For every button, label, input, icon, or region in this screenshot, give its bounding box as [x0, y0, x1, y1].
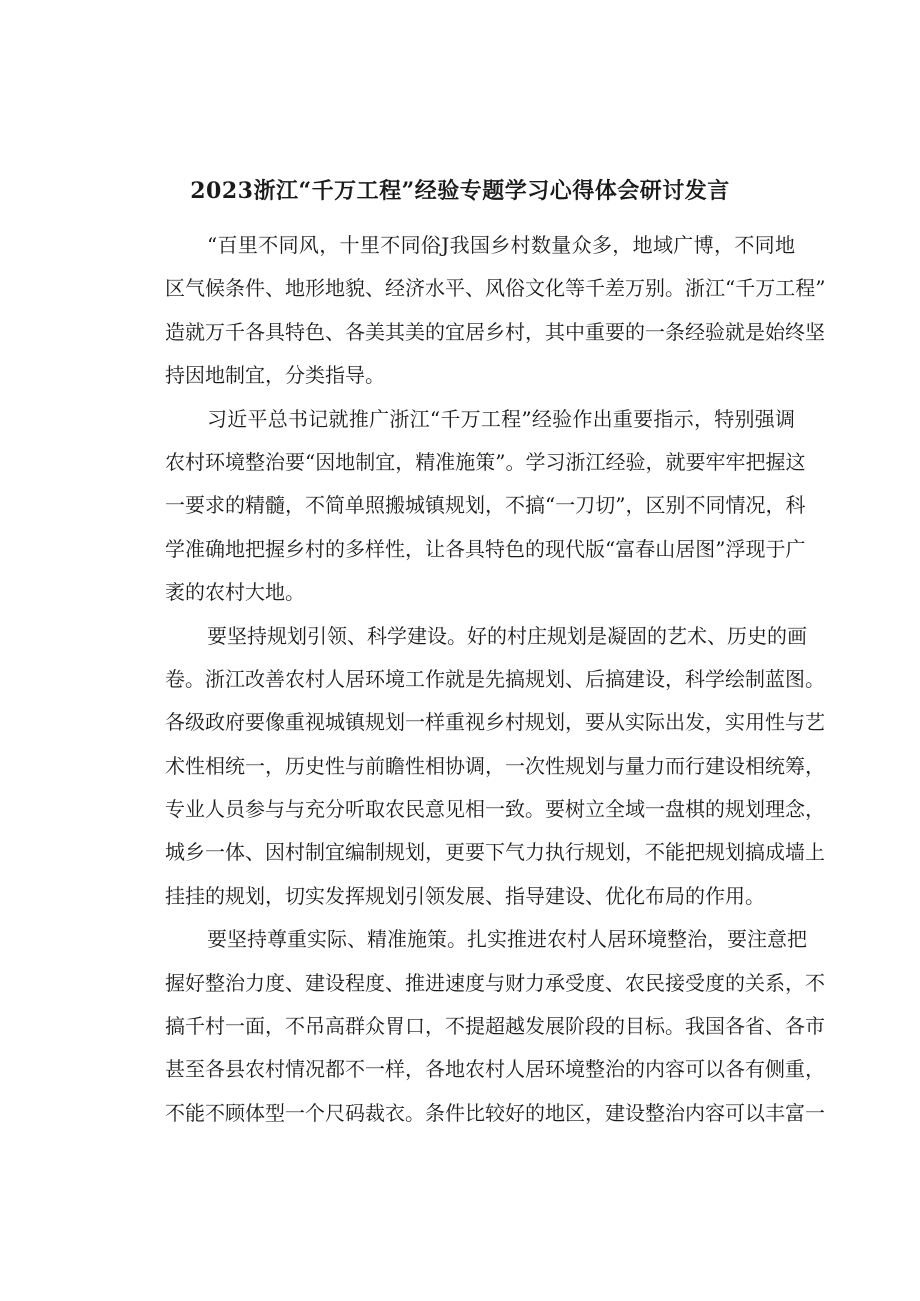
paragraph-line: 袤的农村大地。 — [165, 580, 305, 605]
paragraph-line: 挂挂的规划，切实发挥规划引领发展、指导建设、优化布局的作用。 — [165, 883, 765, 908]
paragraph-line: 甚至各县农村情况都不一样，各地农村人居环境整治的内容可以各有侧重， — [165, 1057, 825, 1082]
paragraph-line: 区气候条件、地形地貌、经济水平、风俗文化等千差万别。浙江“千万工程” — [165, 276, 826, 301]
paragraph-line: 学准确地把握乡村的多样性，让各具特色的现代版“富春山居图”浮现于广 — [165, 536, 806, 561]
paragraph-line: 要坚持规划引领、科学建设。好的村庄规划是凝固的艺术、历史的画 — [207, 623, 807, 648]
paragraph-line: “百里不同风，十里不同俗J我国乡村数量众多，地域广博，不同地 — [207, 233, 795, 257]
document-body — [165, 224, 826, 1135]
paragraph-line: 不能不顾体型一个尺码裁衣。条件比较好的地区，建设整治内容可以丰富一 — [165, 1100, 825, 1125]
paragraph-line: 搞千村一面，不吊高群众胃口，不提超越发展阶段的目标。我国各省、各市 — [165, 1014, 825, 1039]
paragraph-line: 一要求的精髓，不简单照搬城镇规划，不搞“一刀切”，区别不同情况，科 — [165, 493, 806, 518]
paragraph-line: 城乡一体、因村制宜编制规划，更要下气力执行规划，不能把规划搞成墙上 — [165, 840, 825, 865]
paragraph-line: 要坚持尊重实际、精准施策。扎实推进农村人居环境整治，要注意把 — [207, 927, 807, 952]
paragraph-line: 农村环境整治要“因地制宜，精准施策”。学习浙江经验，就要牢牢把握这 — [165, 449, 806, 474]
paragraph-line: 卷。浙江改善农村人居环境工作就是先搞规划、后搞建设，科学绘制蓝图。 — [165, 666, 825, 691]
paragraph-line: 各级政府要像重视城镇规划一样重视乡村规划，要从实际出发，实用性与艺 — [165, 710, 825, 735]
paragraph-line: 持因地制宜，分类指导。 — [165, 363, 385, 388]
paragraph-line: 术性相统一，历史性与前瞻性相协调，一次性规划与量力而行建设相统筹， — [165, 753, 825, 778]
paragraph-line: 专业人员参与与充分听取农民意见相一致。要树立全域一盘棋的规划理念， — [165, 797, 825, 822]
paragraph-line: 造就万千各具特色、各美其美的宜居乡村，其中重要的一条经验就是始终坚 — [165, 319, 825, 344]
paragraph-line: 习近平总书记就推广浙江“千万工程”经验作出重要指示，特别强调 — [207, 406, 795, 431]
paragraph-line: 握好整治力度、建设程度、推进速度与财力承受度、农民接受度的关系，不 — [165, 970, 825, 995]
document-title: 2023浙江“千万工程”经验专题学习心得体会研讨发言 — [190, 178, 730, 204]
